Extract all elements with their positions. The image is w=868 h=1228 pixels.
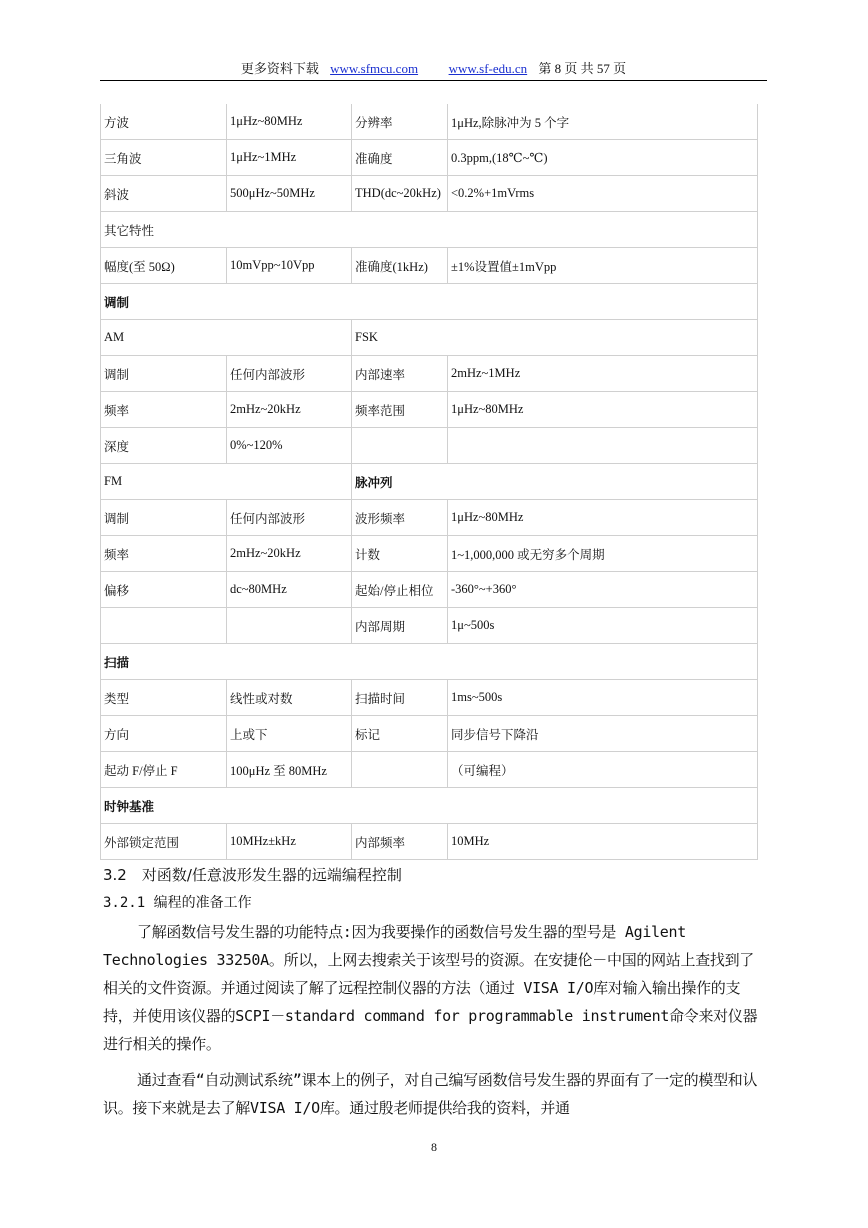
table-row (101, 500, 758, 536)
table-row (101, 392, 758, 428)
table-cell: 1~1,000,000 或无穷多个周期 (448, 536, 758, 572)
table-cell: 同步信号下降沿 (448, 716, 758, 752)
table-cell: 频率 (101, 392, 227, 428)
table-cell: 内部频率 (352, 824, 448, 860)
table-cell: 频率 (101, 536, 227, 572)
table-cell: <0.2%+1mVrms (448, 176, 758, 212)
table-cell: 2mHz~20kHz (227, 536, 352, 572)
table-row (101, 824, 758, 860)
paragraph-1-text: 了解函数信号发生器的功能特点:因为我要操作的函数信号发生器的型号是 Agilent Technologies 33250A。所以，上网去搜索关于该型号的资源。在安捷伦－中国的网站上查找到了相关的文件资源。并通过阅读了解了远程控制仪器的方法（通过 VISA I/O库对输入输出操作的支持，并使用该仪器的SCPI－standard command for programmable instrument命令来对仪器进行相关的操作。 (103, 923, 758, 1053)
table-cell: 任何内部波形 (227, 356, 352, 392)
table-cell: 1ms~500s (448, 680, 758, 716)
table-cell: 方波 (101, 104, 227, 140)
sf-edu-link[interactable]: www.sf-edu.cn (448, 61, 528, 76)
table-cell: 深度 (101, 428, 227, 464)
table-cell: 频率范围 (352, 392, 448, 428)
group-label-cell: AM (101, 320, 352, 356)
table-cell: -360°~+360° (448, 572, 758, 608)
table-row (101, 572, 758, 608)
section-heading-cell: 时钟基准 (101, 788, 758, 824)
group-label-cell: 其它特性 (101, 212, 758, 248)
page-info: 第 8 页 共 57 页 (538, 61, 627, 76)
table-cell (101, 608, 227, 644)
table-cell: 1μHz,除脉冲为 5 个字 (448, 104, 758, 140)
table-cell: 标记 (352, 716, 448, 752)
table-cell: 1μHz~80MHz (227, 104, 352, 140)
table-row (101, 536, 758, 572)
table-cell: 内部速率 (352, 356, 448, 392)
table-cell: 斜波 (101, 176, 227, 212)
table-cell: 内部周期 (352, 608, 448, 644)
sfmcu-link[interactable]: www.sfmcu.com (330, 61, 419, 76)
table-cell: 2mHz~20kHz (227, 392, 352, 428)
table-cell: 100μHz 至 80MHz (227, 752, 352, 788)
table-row (101, 212, 758, 248)
page-number: 8 (431, 1140, 437, 1154)
table-cell: 准确度 (352, 140, 448, 176)
table-row (101, 464, 758, 500)
table-row (101, 788, 758, 824)
table-row (101, 320, 758, 356)
table-row (101, 644, 758, 680)
table-cell: 调制 (101, 356, 227, 392)
group-label-cell: FSK (352, 320, 758, 356)
paragraph-2 (103, 1066, 767, 1122)
table-row (101, 248, 758, 284)
spec-table (100, 104, 758, 860)
table-cell: 准确度(1kHz) (352, 248, 448, 284)
more-label: 更多资料下载 (240, 61, 319, 76)
table-cell: 调制 (101, 500, 227, 536)
table-row (101, 356, 758, 392)
table-cell: 三角波 (101, 140, 227, 176)
table-row (101, 284, 758, 320)
table-cell: 500μHz~50MHz (227, 176, 352, 212)
table-row (101, 716, 758, 752)
table-cell: 1μHz~80MHz (448, 392, 758, 428)
section-heading-cell: 扫描 (101, 644, 758, 680)
table-cell: 上或下 (227, 716, 352, 752)
table-cell: 偏移 (101, 572, 227, 608)
table-cell: （可编程） (448, 752, 758, 788)
table-row (101, 428, 758, 464)
paragraph-2-text: 通过查看“自动测试系统”课本上的例子，对自己编写函数信号发生器的界面有了一定的模型和认识。接下来就是去了解VISA I/O库。通过殷老师提供给我的资料，并通 (103, 1071, 758, 1117)
table-cell: 1μ~500s (448, 608, 758, 644)
table-cell: ±1%设置值±1mVpp (448, 248, 758, 284)
section-heading: 3.2 对函数/任意波形发生器的远端编程控制 (103, 866, 402, 884)
table-cell: 方向 (101, 716, 227, 752)
subsection-heading: 3.2.1 编程的准备工作 (103, 895, 252, 911)
table-row (101, 176, 758, 212)
table-cell: 扫描时间 (352, 680, 448, 716)
table-cell: dc~80MHz (227, 572, 352, 608)
table-row (101, 752, 758, 788)
table-cell: 0.3ppm,(18℃~℃) (448, 140, 758, 176)
table-cell: 10mVpp~10Vpp (227, 248, 352, 284)
table-cell: 线性或对数 (227, 680, 352, 716)
table-cell: 分辨率 (352, 104, 448, 140)
table-cell: 起动 F/停止 F (101, 752, 227, 788)
table-row (101, 140, 758, 176)
table-row (101, 608, 758, 644)
table-row (101, 680, 758, 716)
page-header (100, 58, 767, 81)
table-cell: 波形频率 (352, 500, 448, 536)
table-cell: 2mHz~1MHz (448, 356, 758, 392)
table-cell (227, 608, 352, 644)
group-label-cell: 脉冲列 (352, 464, 758, 500)
paragraph-1 (103, 918, 767, 1058)
table-row (101, 104, 758, 140)
table-cell: 1μHz~80MHz (448, 500, 758, 536)
table-cell: 计数 (352, 536, 448, 572)
table-cell: 类型 (101, 680, 227, 716)
table-cell (352, 752, 448, 788)
table-cell: 任何内部波形 (227, 500, 352, 536)
table-cell: 10MHz±kHz (227, 824, 352, 860)
table-cell: 10MHz (448, 824, 758, 860)
section-heading-cell: 调制 (101, 284, 758, 320)
table-cell: 0%~120% (227, 428, 352, 464)
table-cell: 幅度(至 50Ω) (101, 248, 227, 284)
table-cell: 起始/停止相位 (352, 572, 448, 608)
table-cell (352, 428, 448, 464)
table-cell: 1μHz~1MHz (227, 140, 352, 176)
table-cell: THD(dc~20kHz) (352, 176, 448, 212)
table-cell (448, 428, 758, 464)
table-cell: 外部锁定范围 (101, 824, 227, 860)
group-label-cell: FM (101, 464, 352, 500)
